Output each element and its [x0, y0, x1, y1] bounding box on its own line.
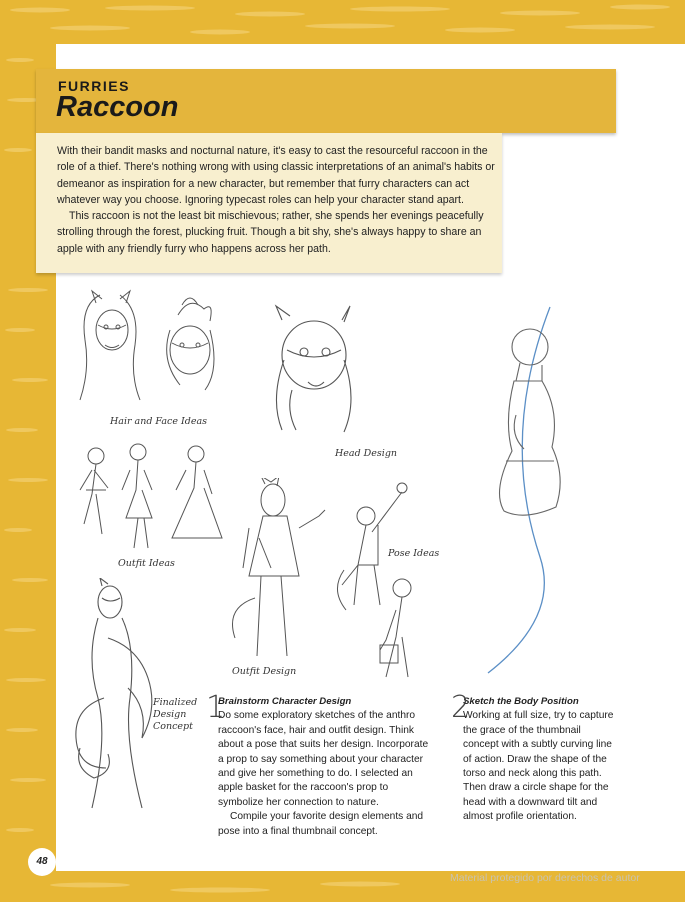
caption-outfit-design: Outfit Design — [232, 666, 297, 677]
intro-paragraph-1: With their bandit masks and nocturnal nature, it's easy to cast the resourceful raccoon in the role of a thief. There's nothing wrong with using classic interpretations of an animal's habits or demeanor as inspiration for a new character, but remember that furry characters can act whatever way you choose. Ignoring typecast roles can help your character stand apart. — [57, 145, 495, 206]
caption-pose-ideas: Pose Ideas — [388, 548, 440, 559]
caption-hair-face: Hair and Face Ideas — [110, 416, 207, 427]
step-1-heading: Brainstorm Character Design — [218, 696, 352, 707]
step-1-number: 1 — [206, 690, 226, 725]
intro-box — [36, 133, 502, 273]
step-1-body-2: Compile your favorite design elements and pose into a final thumbnail concept. — [218, 811, 424, 837]
step-2-heading: Sketch the Body Position — [463, 696, 579, 707]
step-2 — [451, 690, 619, 825]
body-position-sketch — [478, 305, 568, 675]
head-design-sketch — [262, 300, 372, 440]
page-number: 48 — [28, 848, 56, 876]
outfit-ideas-sketches — [68, 440, 238, 560]
hair-face-sketches — [70, 285, 250, 415]
page-title: Raccoon — [56, 91, 179, 123]
step-1 — [206, 690, 434, 839]
step-2-number: 2 — [451, 690, 471, 725]
section-kicker: FURRIES — [58, 78, 130, 94]
caption-finalized — [153, 697, 197, 733]
title-banner — [36, 69, 616, 133]
caption-finalized-line-2: Design — [153, 709, 187, 720]
pose-ideas-sketches — [330, 480, 440, 680]
intro-paragraph-2: This raccoon is not the least bit mischievous; rather, she spends her evenings peacefully strolling through the forest, plucking fruit. Though a bit shy, she's always happy to share an apple with any friendly furry who happens across her path. — [57, 210, 484, 255]
copyright-watermark: Material protegido por derechos de autor — [450, 872, 640, 884]
step-1-body: Do some exploratory sketches of the anthro raccoon's face, hair and outfit design. Think about a pose that suits her design. Incorporate a prop to say something about your character and give her something to do. I selected an apple basket for the raccoon's prop to symbolize her connection to nature. — [218, 710, 429, 808]
step-2-body: Working at full size, try to capture the grace of the thumbnail concept with a subtly curving line of action. Draw the shape of the torso and neck along this path. Then draw a circle shape for the head with a downward tilt and almost profile orientation. — [463, 710, 614, 823]
outfit-design-sketch — [225, 478, 345, 663]
caption-outfit-ideas: Outfit Ideas — [118, 558, 175, 569]
caption-head-design: Head Design — [335, 448, 398, 459]
caption-finalized-line-1: Finalized — [153, 697, 198, 708]
caption-finalized-line-3: Concept — [153, 721, 193, 732]
